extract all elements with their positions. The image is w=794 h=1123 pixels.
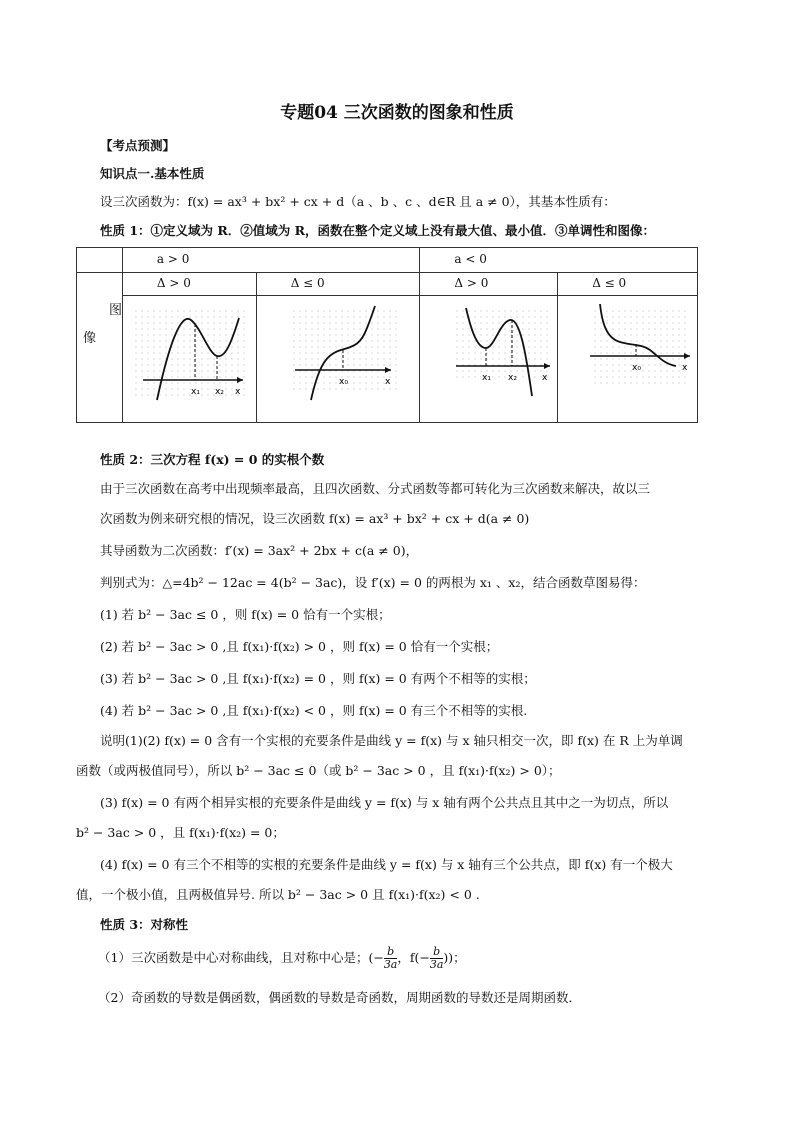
label-x: x — [384, 377, 391, 387]
graph-a-pos-monotone — [263, 304, 413, 408]
property-1: 性质 1：①定义域为 R．②值域为 R，函数在整个定义域上没有最大值、最小值．③单调性和图像： — [100, 223, 656, 238]
property-2: 性质 2：三次方程 f(x) = 0 的实根个数 — [100, 452, 325, 467]
fraction-2-num: b — [430, 946, 444, 959]
note-3a: (3) f(x) = 0 有两个相异实根的充要条件是曲线 y = f(x) 与 x 轴有两个公共点且其中之一为切点，所以 — [100, 795, 669, 810]
p3-line-2: （2）奇函数的导数是偶函数，偶函数的导数是奇函数，周期函数的导数还是周期函数． — [98, 990, 581, 1005]
header-a-negative: a < 0 — [420, 248, 698, 273]
row-label-cell — [77, 273, 123, 423]
graph-cell-4 — [558, 296, 698, 423]
fraction-1-num: b — [384, 946, 398, 959]
case-2: (2) 若 b² − 3ac > 0 ,且 f(x₁)·f(x₂) > 0 ，则 f(x) = 0 恰有一个实根； — [100, 639, 499, 654]
fraction-1 — [384, 946, 398, 971]
graph-cell-2 — [256, 296, 420, 423]
label-x2: x₂ — [508, 373, 518, 383]
label-x: x — [234, 387, 241, 397]
label-x: x — [542, 373, 548, 383]
note-1b: 函数（或两极值同号），所以 b² − 3ac ≤ 0（或 b² − 3ac > 0 ，且 f(x₁)·f(x₂) > 0）； — [76, 763, 561, 778]
table-corner — [77, 248, 123, 273]
label-x: x — [682, 363, 688, 373]
section-label: 【考点预测】 — [100, 138, 176, 153]
p3-line-1-mid: ，f(− — [397, 950, 430, 965]
note-1a: 说明(1)(2) f(x) = 0 含有一个实根的充要条件是曲线 y = f(x) 与 x 轴只相交一次，即 f(x) 在 R 上为单调 — [100, 733, 683, 748]
note-4b: 值，一个极小值，且两极值异号. 所以 b² − 3ac > 0 且 f(x₁)·f(x₂) < 0 . — [76, 887, 480, 902]
fraction-2-den: 3a — [429, 958, 444, 971]
graph-cell-1 — [122, 296, 256, 423]
sub-delta-gt-1: Δ > 0 — [122, 273, 256, 296]
p2-line-3: 其导函数为二次函数：f′(x) = 3ax² + 2bx + c(a ≠ 0)， — [100, 543, 419, 558]
p2-line-1: 由于三次函数在高考中出现频率最高，且四次函数、分式函数等都可转化为三次函数来解决，故以三 — [100, 481, 651, 496]
property-3: 性质 3：对称性 — [100, 917, 189, 932]
p3-line-1-pre: （1）三次函数是中心对称曲线，且对称中心是；(− — [98, 950, 384, 965]
sub-delta-le-1: Δ ≤ 0 — [256, 273, 420, 296]
label-x0: x₀ — [338, 377, 348, 387]
case-1: (1) 若 b² − 3ac ≤ 0 ，则 f(x) = 0 恰有一个实根； — [100, 607, 391, 622]
graph-cell-3 — [420, 296, 558, 423]
note-4a: (4) f(x) = 0 有三个不相等的实根的充要条件是曲线 y = f(x) 与 x 轴有三个公共点，即 f(x) 有一个极大 — [100, 857, 673, 872]
fraction-1-den: 3a — [383, 958, 398, 971]
page-title: 专题04 三次函数的图象和性质 — [280, 103, 514, 123]
p3-line-1-post: ))； — [443, 950, 466, 965]
fraction-2 — [430, 946, 444, 971]
note-3b: b² − 3ac > 0 ，且 f(x₁)·f(x₂) = 0； — [76, 825, 285, 840]
intro-text: 设三次函数为：f(x) = ax³ + bx² + cx + d（a 、b 、c 、d∈R 且 a ≠ 0），其基本性质有： — [100, 194, 616, 209]
graph-table — [76, 247, 698, 423]
case-3: (3) 若 b² − 3ac > 0 ,且 f(x₁)·f(x₂) = 0 ，则 f(x) = 0 有两个不相等的实根； — [100, 671, 536, 686]
row-label-2: 像 — [83, 331, 97, 346]
sub-delta-gt-2: Δ > 0 — [420, 273, 558, 296]
label-x1: x₁ — [482, 373, 492, 383]
label-x2: x₂ — [214, 387, 224, 397]
label-x1: x₁ — [190, 387, 200, 397]
case-4: (4) 若 b² − 3ac > 0 ,且 f(x₁)·f(x₂) < 0 ，则 f(x) = 0 有三个不相等的实根. — [100, 703, 528, 718]
row-label-1: 图 — [109, 303, 123, 318]
graph-a-neg-monotone — [564, 304, 694, 408]
graph-a-neg-two-extrema — [426, 304, 552, 408]
knowledge-heading: 知识点一.基本性质 — [100, 166, 205, 181]
p3-line-1 — [98, 946, 718, 971]
header-a-positive: a > 0 — [122, 248, 420, 273]
p2-line-2: 次函数为例来研究根的情况，设三次函数 f(x) = ax³ + bx² + cx + d(a ≠ 0) — [100, 511, 530, 526]
sub-delta-le-2: Δ ≤ 0 — [558, 273, 698, 296]
graph-a-pos-two-extrema — [129, 304, 249, 408]
label-x0: x₀ — [632, 363, 642, 373]
p2-line-4: 判别式为：△=4b² − 12ac = 4(b² − 3ac)，设 f′(x) = 0 的两根为 x₁ 、x₂，结合函数草图易得： — [100, 575, 646, 590]
